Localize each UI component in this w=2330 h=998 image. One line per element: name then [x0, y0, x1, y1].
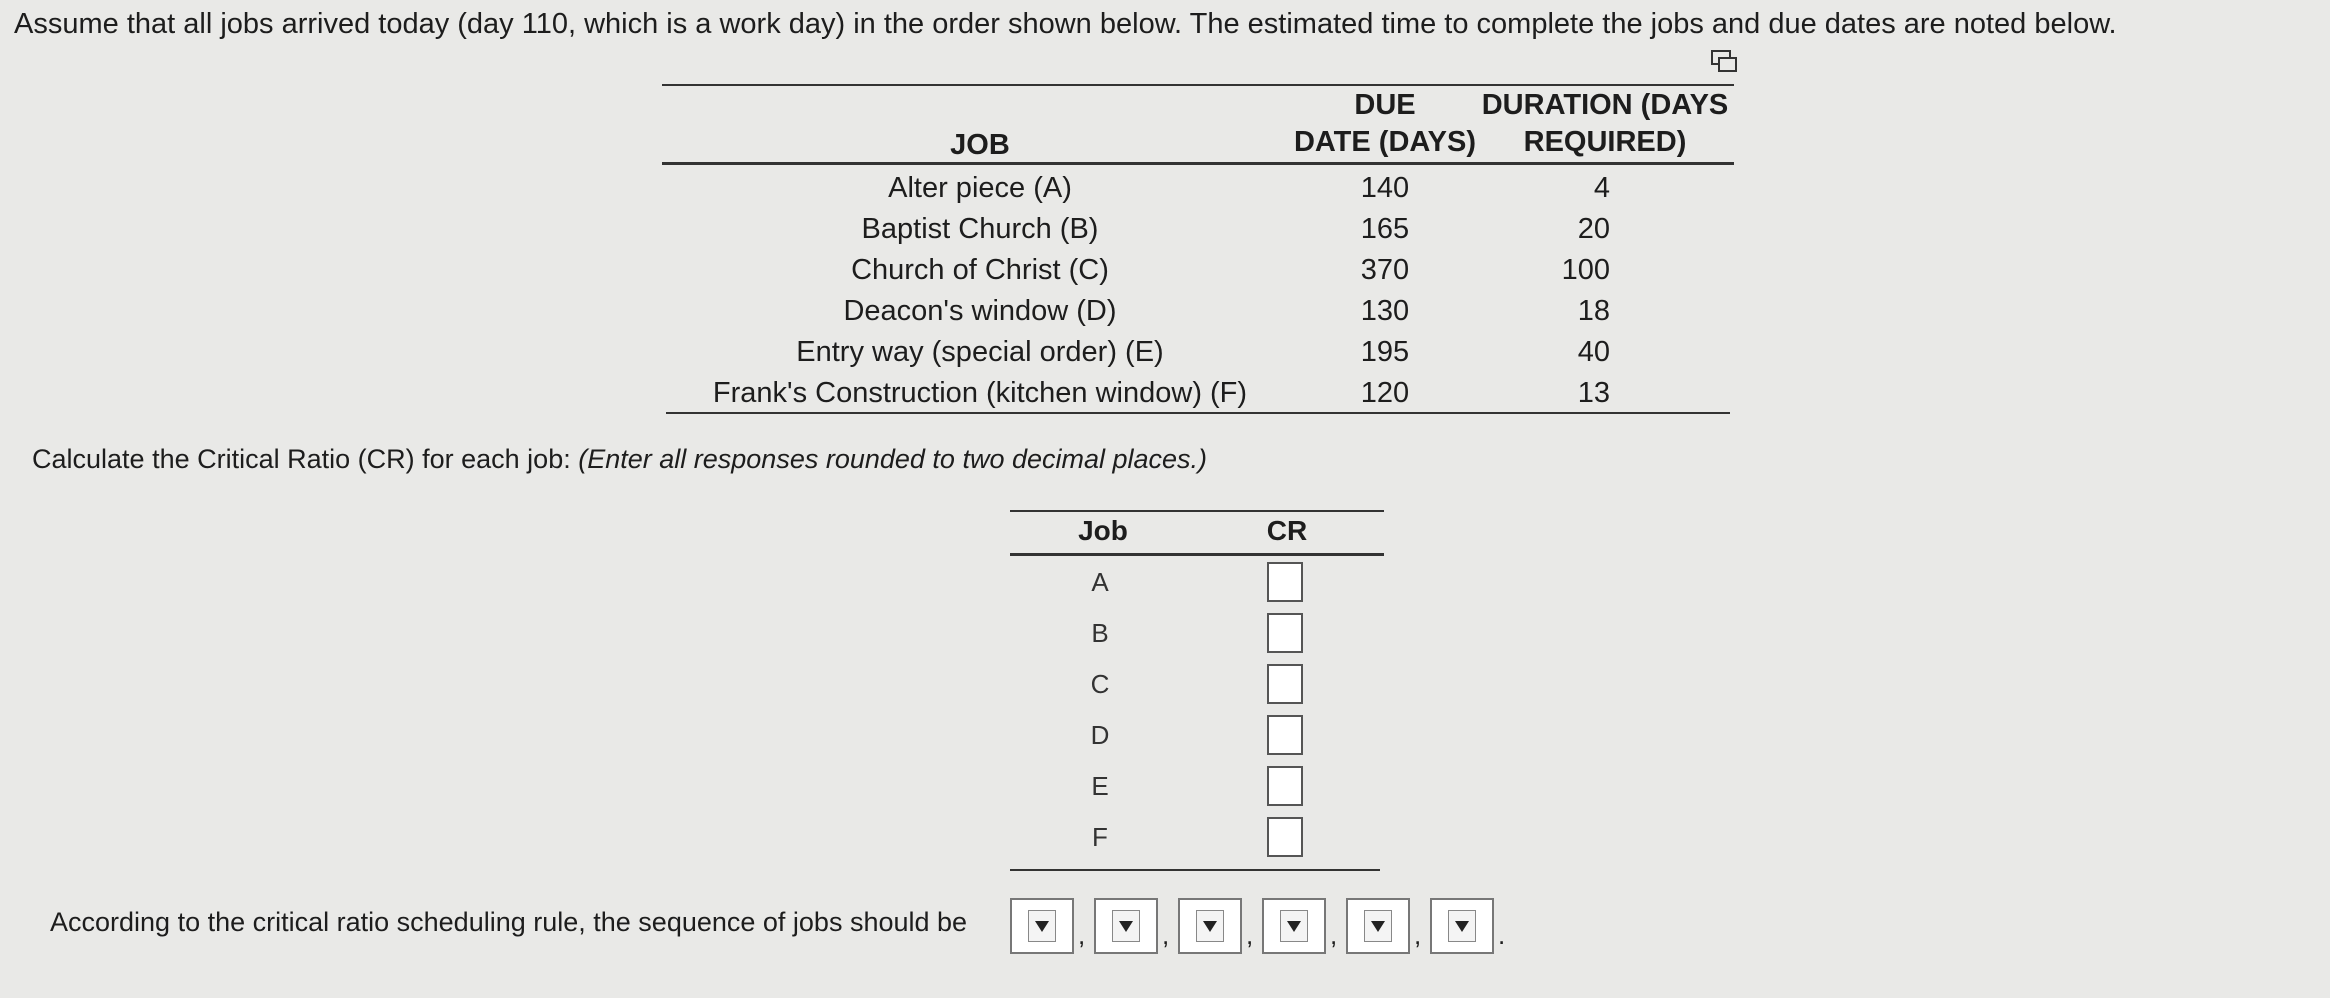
sequence-separator: ,	[1414, 920, 1422, 950]
cr-input-b[interactable]	[1267, 613, 1303, 653]
cr-job-letter: E	[1091, 771, 1109, 801]
sequence-dropdown-2[interactable]	[1094, 898, 1158, 954]
cr-job-letter: A	[1091, 567, 1109, 597]
due-date-cell: 130	[1360, 295, 1410, 327]
dropdown-arrow-icon[interactable]	[1028, 910, 1056, 942]
cr-job-letter: C	[1090, 669, 1110, 699]
dropdown-arrow-icon[interactable]	[1364, 910, 1392, 942]
due-date-cell: 140	[1360, 172, 1410, 204]
sequence-separator: ,	[1162, 920, 1170, 950]
cr-table-bottom-rule	[1010, 869, 1380, 871]
sequence-separator: ,	[1330, 920, 1338, 950]
job-name-cell: Church of Christ (C)	[851, 254, 1109, 286]
instruction-italic: (Enter all responses rounded to two decimal places.)	[578, 444, 1208, 474]
dropdown-arrow-icon[interactable]	[1448, 910, 1476, 942]
duration-cell: 13	[1577, 377, 1610, 409]
cr-input-c[interactable]	[1267, 664, 1303, 704]
sequence-dropdown-5[interactable]	[1346, 898, 1410, 954]
cr-input-e[interactable]	[1267, 766, 1303, 806]
cr-header-job: Job	[1078, 515, 1128, 546]
cr-instruction	[32, 444, 1207, 475]
header-duration-line2: REQUIRED)	[1523, 126, 1687, 158]
duration-cell: 18	[1577, 295, 1610, 327]
cr-header-rule	[1010, 553, 1384, 556]
table-top-rule	[662, 84, 1734, 86]
job-name-cell: Alter piece (A)	[888, 172, 1072, 204]
table-bottom-rule	[666, 412, 1730, 414]
cr-header-cr: CR	[1266, 515, 1308, 546]
sequence-separator: ,	[1078, 920, 1086, 950]
dropdown-arrow-icon[interactable]	[1196, 910, 1224, 942]
dropdown-arrow-icon[interactable]	[1280, 910, 1308, 942]
sequence-separator: ,	[1246, 920, 1254, 950]
copy-table-icon[interactable]	[1710, 49, 1738, 75]
header-job: JOB	[950, 129, 1010, 161]
sequence-dropdown-4[interactable]	[1262, 898, 1326, 954]
header-bottom-rule	[662, 162, 1734, 165]
sequence-label: According to the critical ratio scheduling rule, the sequence of jobs should be	[50, 907, 968, 937]
sequence-dropdown-6[interactable]	[1430, 898, 1494, 954]
instruction-main: Calculate the Critical Ratio (CR) for each job:	[32, 444, 579, 474]
cr-table-top-rule	[1010, 510, 1384, 512]
header-due-line1: DUE	[1354, 89, 1416, 121]
cr-input-a[interactable]	[1267, 562, 1303, 602]
duration-cell: 40	[1577, 336, 1610, 368]
due-date-cell: 370	[1360, 254, 1410, 286]
sequence-end: .	[1498, 920, 1506, 950]
job-name-cell: Deacon's window (D)	[843, 295, 1117, 327]
header-due-line2: DATE (DAYS)	[1293, 126, 1477, 158]
due-date-cell: 120	[1360, 377, 1410, 409]
header-duration-line1: DURATION (DAYS	[1481, 89, 1729, 121]
cr-job-letter: B	[1091, 618, 1109, 648]
sequence-dropdown-1[interactable]	[1010, 898, 1074, 954]
due-date-cell: 165	[1360, 213, 1410, 245]
cr-input-d[interactable]	[1267, 715, 1303, 755]
due-date-cell: 195	[1360, 336, 1410, 368]
duration-cell: 100	[1561, 254, 1610, 286]
intro-text: Assume that all jobs arrived today (day 110, which is a work day) in the order shown below. The estimated time to complete the jobs and due dates are noted below.	[14, 8, 2117, 40]
duration-cell: 4	[1593, 172, 1610, 204]
job-name-cell: Entry way (special order) (E)	[796, 336, 1164, 368]
sequence-dropdown-3[interactable]	[1178, 898, 1242, 954]
dropdown-arrow-icon[interactable]	[1112, 910, 1140, 942]
job-name-cell: Frank's Construction (kitchen window) (F)	[712, 377, 1248, 409]
cr-input-f[interactable]	[1267, 817, 1303, 857]
duration-cell: 20	[1577, 213, 1610, 245]
cr-job-letter: D	[1090, 720, 1110, 750]
job-name-cell: Baptist Church (B)	[861, 213, 1099, 245]
cr-job-letter: F	[1092, 822, 1108, 852]
